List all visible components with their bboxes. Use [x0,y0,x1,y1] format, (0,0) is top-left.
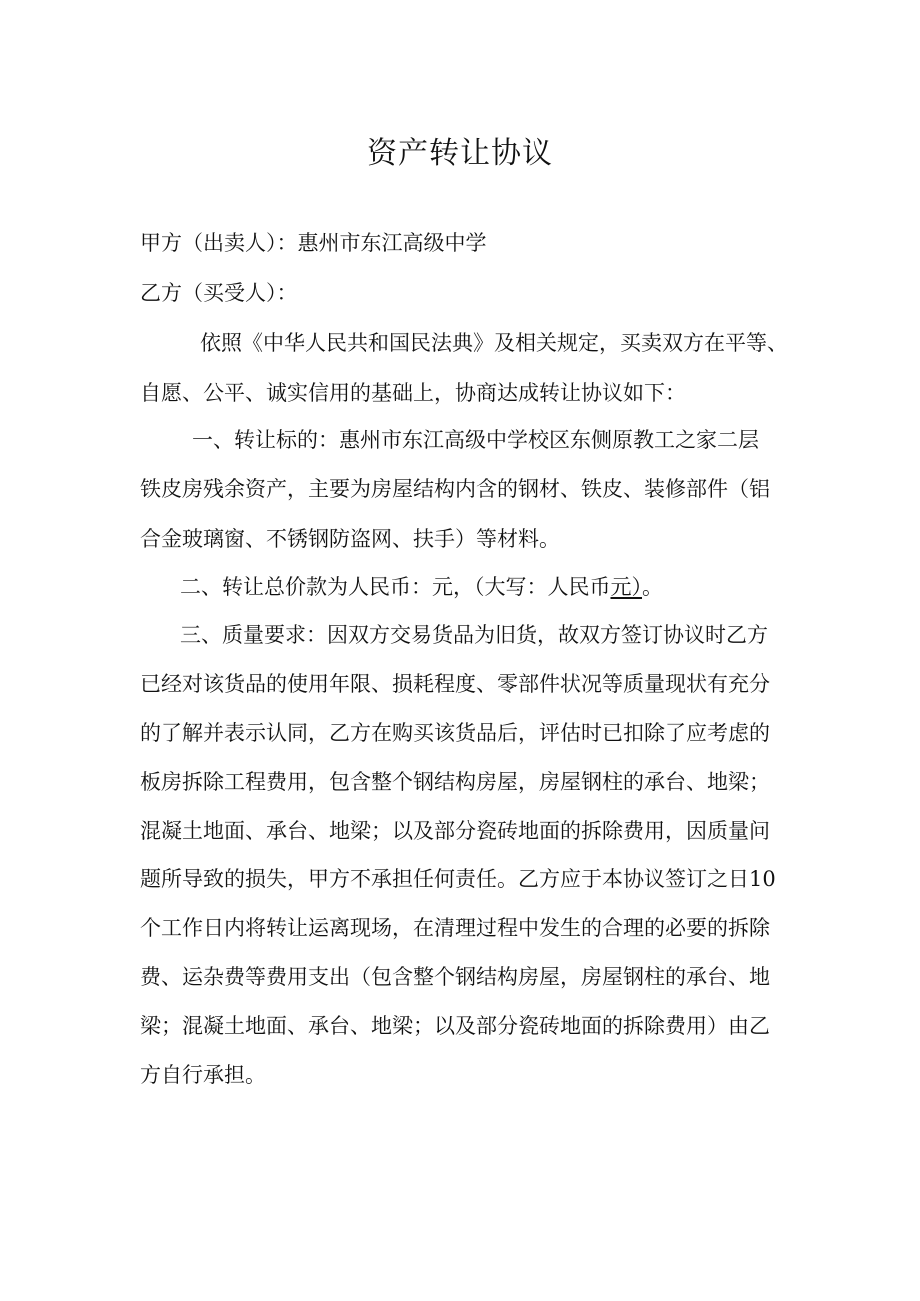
clause3-line-3: 的了解并表示认同，乙方在购买该货品后，评估时已扣除了应考虑的 [140,721,770,745]
clause3-line-5: 混凝土地面、承台、地梁；以及部分瓷砖地面的拆除费用，因质量问 [140,819,770,843]
intro-line-1: 依照《中华人民共和国民法典》及相关规定，买卖双方在平等、 [200,331,788,355]
clause1-line-3: 合金玻璃窗、不锈钢防盗网、扶手）等材料。 [140,527,560,551]
clause3-line-10: 方自行承担。 [140,1063,266,1087]
party-a: 甲方（出卖人）：惠州市东江高级中学 [140,231,487,255]
party-b: 乙方（买受人）： [140,281,298,305]
clause3-line-9: 梁；混凝土地面、承台、地梁；以及部分瓷砖地面的拆除费用）由乙 [140,1014,770,1038]
clause1-line-1: 一、转让标的：惠州市东江高级中学校区东侧原教工之家二层 [192,428,759,452]
clause3-line-2: 已经对该货品的使用年限、损耗程度、零部件状况等质量现状有充分 [140,672,770,696]
clause3-line-7: 个工作日内将转让运离现场，在清理过程中发生的合理的必要的拆除 [140,916,770,940]
clause2-underlined: 元） [610,575,642,599]
clause3-line-1: 三、质量要求：因双方交易货品为旧货，故双方签订协议时乙方 [180,623,768,647]
clause2-prefix: 二、转让总价款为人民币：元，（大写：人民币 [180,575,611,599]
clause3-line-4: 板房拆除工程费用，包含整个钢结构房屋，房屋钢柱的承台、地梁； [140,770,770,794]
clause1-line-2: 铁皮房残余资产，主要为房屋结构内含的钢材、铁皮、装修部件（铝 [140,477,770,501]
clause2-line [180,572,663,602]
intro-line-2: 自愿、公平、诚实信用的基础上，协商达成转让协议如下： [140,381,686,405]
document-title: 资产转让协议 [367,136,553,171]
clause2-suffix: 。 [642,575,663,599]
clause3-line-8: 费、运杂费等费用支出（包含整个钢结构房屋，房屋钢柱的承台、地 [140,965,770,989]
clause3-line-6: 题所导致的损失，甲方不承担任何责任。乙方应于本协议签订之日10 [140,867,776,891]
